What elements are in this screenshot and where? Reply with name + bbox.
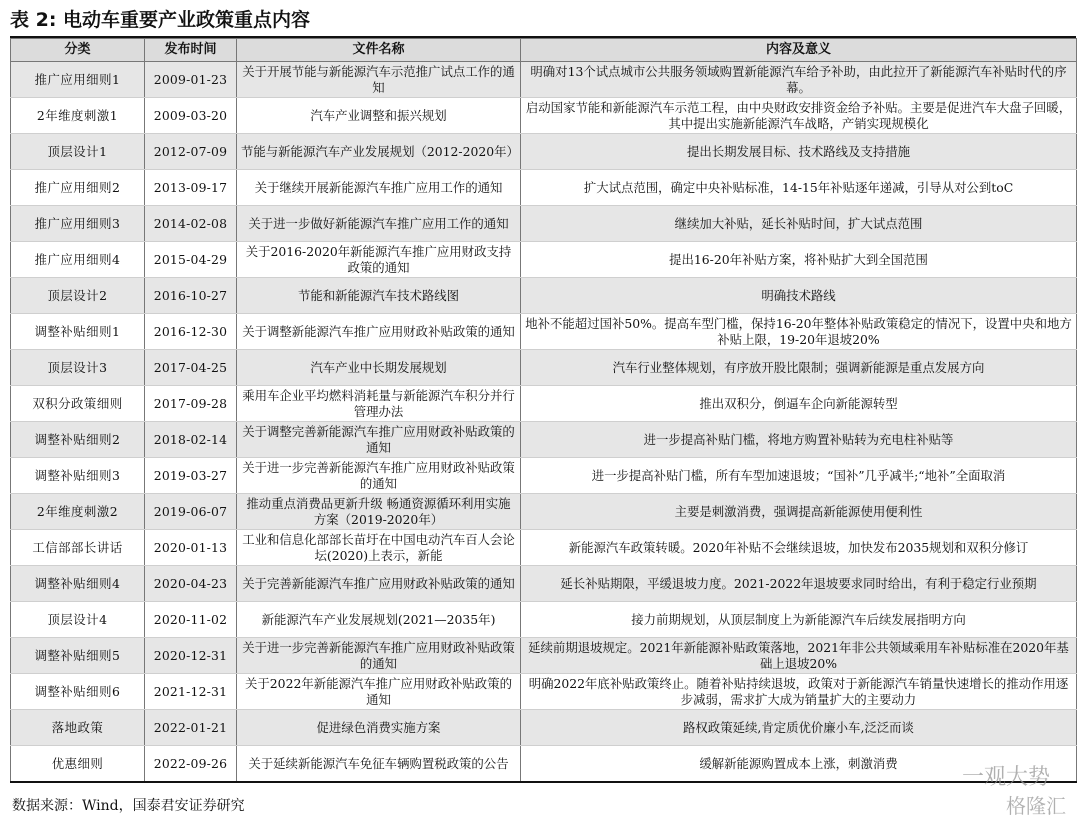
cell-date: 2020-11-02: [145, 602, 237, 638]
cell-date: 2018-02-14: [145, 422, 237, 458]
cell-date: 2016-12-30: [145, 314, 237, 350]
cell-category: 顶层设计3: [11, 350, 145, 386]
cell-category: 调整补贴细则2: [11, 422, 145, 458]
cell-document: 汽车产业调整和振兴规划: [237, 98, 521, 134]
header-category: 分类: [11, 39, 145, 62]
cell-document: 关于进一步做好新能源汽车推广应用工作的通知: [237, 206, 521, 242]
cell-category: 2年维度刺激2: [11, 494, 145, 530]
data-source-note: 数据来源：Wind，国泰君安证券研究: [12, 798, 245, 814]
table-body: [11, 62, 1077, 783]
table-row: [11, 638, 1077, 674]
cell-document: 新能源汽车产业发展规划(2021—2035年): [237, 602, 521, 638]
cell-date: 2019-03-27: [145, 458, 237, 494]
cell-document: 关于开展节能与新能源汽车示范推广试点工作的通知: [237, 62, 521, 98]
cell-content: 新能源汽车政策转暖。2020年补贴不会继续退坡，加快发布2035规划和双积分修订: [521, 530, 1077, 566]
table-row: [11, 530, 1077, 566]
watermark-top: 一观大势: [961, 765, 1050, 790]
cell-category: 2年维度刺激1: [11, 98, 145, 134]
cell-date: 2022-01-21: [145, 710, 237, 746]
cell-document: 关于进一步完善新能源汽车推广应用财政补贴政策的通知: [237, 458, 521, 494]
cell-category: 调整补贴细则6: [11, 674, 145, 710]
cell-content: 启动国家节能和新能源汽车示范工程，由中央财政安排资金给予补贴。主要是促进汽车大盘子回暖，其中提出实施新能源汽车战略，产销实现规模化: [521, 98, 1077, 134]
cell-date: 2022-09-26: [145, 746, 237, 783]
cell-category: 推广应用细则1: [11, 62, 145, 98]
policy-table: [10, 38, 1077, 783]
table-row: [11, 458, 1077, 494]
cell-category: 双积分政策细则: [11, 386, 145, 422]
cell-document: 汽车产业中长期发展规划: [237, 350, 521, 386]
cell-document: 关于调整新能源汽车推广应用财政补贴政策的通知: [237, 314, 521, 350]
cell-date: 2020-12-31: [145, 638, 237, 674]
cell-date: 2015-04-29: [145, 242, 237, 278]
cell-document: 关于2022年新能源汽车推广应用财政补贴政策的通知: [237, 674, 521, 710]
table-row: [11, 566, 1077, 602]
cell-date: 2013-09-17: [145, 170, 237, 206]
table-row: [11, 494, 1077, 530]
cell-document: 关于继续开展新能源汽车推广应用工作的通知: [237, 170, 521, 206]
cell-date: 2021-12-31: [145, 674, 237, 710]
table-row: [11, 710, 1077, 746]
table-row: [11, 206, 1077, 242]
header-content: 内容及意义: [521, 39, 1077, 62]
table-row: [11, 170, 1077, 206]
cell-category: 优惠细则: [11, 746, 145, 783]
cell-document: 节能和新能源汽车技术路线图: [237, 278, 521, 314]
table-row: [11, 674, 1077, 710]
cell-content: 提出长期发展目标、技术路线及支持措施: [521, 134, 1077, 170]
cell-category: 调整补贴细则3: [11, 458, 145, 494]
cell-document: 推动重点消费品更新升级 畅通资源循环利用实施方案（2019-2020年）: [237, 494, 521, 530]
cell-document: 关于延续新能源汽车免征车辆购置税政策的公告: [237, 746, 521, 783]
cell-category: 工信部部长讲话: [11, 530, 145, 566]
cell-content: 地补不能超过国补50%。提高车型门槛，保持16-20年整体补贴政策稳定的情况下，设置中央和地方补贴上限，19-20年退坡20%: [521, 314, 1077, 350]
cell-content: 继续加大补贴，延长补贴时间，扩大试点范围: [521, 206, 1077, 242]
cell-document: 关于2016-2020年新能源汽车推广应用财政支持政策的通知: [237, 242, 521, 278]
cell-document: 乘用车企业平均燃料消耗量与新能源汽车积分并行管理办法: [237, 386, 521, 422]
cell-document: 节能与新能源汽车产业发展规划（2012-2020年）: [237, 134, 521, 170]
watermark-bottom: 格隆汇: [1006, 794, 1066, 818]
cell-content: 主要是刺激消费，强调提高新能源使用便利性: [521, 494, 1077, 530]
table-row: [11, 350, 1077, 386]
table-row: [11, 422, 1077, 458]
cell-content: 进一步提高补贴门槛，将地方购置补贴转为充电柱补贴等: [521, 422, 1077, 458]
header-date: 发布时间: [145, 39, 237, 62]
cell-date: 2017-09-28: [145, 386, 237, 422]
cell-content: 明确对13个试点城市公共服务领域购置新能源汽车给予补助，由此拉开了新能源汽车补贴时代的序幕。: [521, 62, 1077, 98]
cell-category: 调整补贴细则1: [11, 314, 145, 350]
cell-category: 顶层设计4: [11, 602, 145, 638]
table-row: [11, 242, 1077, 278]
header-row: [11, 39, 1077, 62]
table-row: [11, 386, 1077, 422]
cell-date: 2017-04-25: [145, 350, 237, 386]
cell-content: 缓解新能源购置成本上涨，刺激消费: [521, 746, 1077, 783]
cell-date: 2009-01-23: [145, 62, 237, 98]
table-row: [11, 278, 1077, 314]
cell-content: 路权政策延续,肯定质优价廉小车,泛泛而谈: [521, 710, 1077, 746]
table-row: [11, 134, 1077, 170]
cell-category: 推广应用细则2: [11, 170, 145, 206]
cell-category: 顶层设计1: [11, 134, 145, 170]
cell-content: 扩大试点范围，确定中央补贴标准，14-15年补贴逐年递减，引导从对公到toC: [521, 170, 1077, 206]
cell-date: 2009-03-20: [145, 98, 237, 134]
cell-content: 汽车行业整体规划，有序放开股比限制；强调新能源是重点发展方向: [521, 350, 1077, 386]
cell-category: 推广应用细则4: [11, 242, 145, 278]
cell-content: 进一步提高补贴门槛，所有车型加速退坡；“国补”几乎减半;“地补”全面取消: [521, 458, 1077, 494]
cell-category: 推广应用细则3: [11, 206, 145, 242]
cell-date: 2020-01-13: [145, 530, 237, 566]
cell-content: 推出双积分，倒逼车企向新能源转型: [521, 386, 1077, 422]
cell-content: 延续前期退坡规定。2021年新能源补贴政策落地，2021年非公共领域乘用车补贴标准在2020年基础上退坡20%: [521, 638, 1077, 674]
cell-document: 关于调整完善新能源汽车推广应用财政补贴政策的通知: [237, 422, 521, 458]
cell-document: 关于进一步完善新能源汽车推广应用财政补贴政策的通知: [237, 638, 521, 674]
cell-document: 关于完善新能源汽车推广应用财政补贴政策的通知: [237, 566, 521, 602]
cell-date: 2012-07-09: [145, 134, 237, 170]
table-row: [11, 62, 1077, 98]
cell-date: 2016-10-27: [145, 278, 237, 314]
cell-content: 明确技术路线: [521, 278, 1077, 314]
table-row: [11, 746, 1077, 783]
cell-category: 调整补贴细则5: [11, 638, 145, 674]
table-row: [11, 314, 1077, 350]
cell-category: 落地政策: [11, 710, 145, 746]
cell-content: 提出16-20年补贴方案，将补贴扩大到全国范围: [521, 242, 1077, 278]
cell-date: 2020-04-23: [145, 566, 237, 602]
cell-date: 2014-02-08: [145, 206, 237, 242]
table-title: 表 2: 电动车重要产业政策重点内容: [10, 9, 311, 31]
header-document: 文件名称: [237, 39, 521, 62]
table-row: [11, 98, 1077, 134]
cell-document: 工业和信息化部部长苗圩在中国电动汽车百人会论坛(2020)上表示，新能: [237, 530, 521, 566]
cell-document: 促进绿色消费实施方案: [237, 710, 521, 746]
table-row: [11, 602, 1077, 638]
cell-content: 接力前期规划，从顶层制度上为新能源汽车后续发展指明方向: [521, 602, 1077, 638]
cell-content: 延长补贴期限，平缓退坡力度。2021-2022年退坡要求同时给出，有利于稳定行业预期: [521, 566, 1077, 602]
cell-category: 调整补贴细则4: [11, 566, 145, 602]
cell-category: 顶层设计2: [11, 278, 145, 314]
cell-content: 明确2022年底补贴政策终止。随着补贴持续退坡，政策对于新能源汽车销量快速增长的推动作用逐步减弱，需求扩大成为销量扩大的主要动力: [521, 674, 1077, 710]
cell-date: 2019-06-07: [145, 494, 237, 530]
